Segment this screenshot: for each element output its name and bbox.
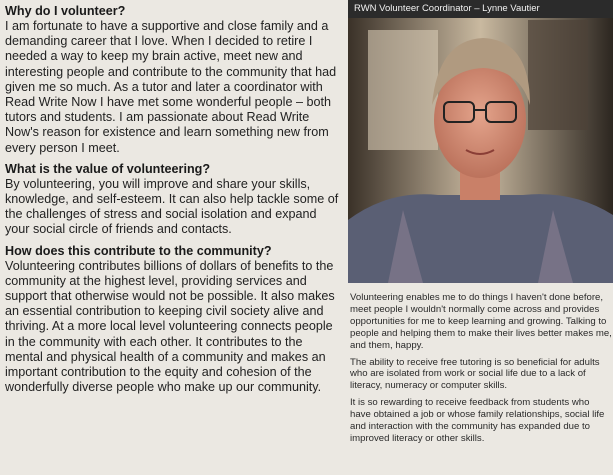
section-heading-value: What is the value of volunteering? [5,161,211,176]
portrait-photo [348,0,613,283]
photo-caption: RWN Volunteer Coordinator – Lynne Vautier [354,3,540,14]
quote-paragraph-1: Volunteering enables me to do things I haven't done before, meet people I wouldn't normally come across and provides opportunities for me to keep learning and growing. Talking to people and helping them to make their lives better makes me, and them, happy. [350,292,612,351]
section-heading-why: Why do I volunteer? [5,4,126,18]
quote-paragraph-3: It is so rewarding to receive feedback from students who have obtained a job or whose family relationships, social life and interaction with the community has expanded due to improved literacy or other skills. [350,397,605,444]
article-left-column [5,4,339,401]
section-body-value: By volunteering, you will improve and share your skills, knowledge, and self-esteem. It can also help tackle some of the challenges of stress and social isolation and expand your social circle of friends and contacts. [5,176,339,237]
quote-text [350,292,612,450]
quote-paragraph-2: The ability to receive free tutoring is so beneficial for adults who are isolated from work or social life due to a lack of literacy, numeracy or computer skills. [350,356,600,392]
portrait-illustration [348,0,613,283]
section-body-why: I am fortunate to have a supportive and close family and a demanding career that I love. When I decided to retire I needed a way to keep my brain active, meet new and interesting people and contribute to the community that had given me so much. As a tutor and later a coordinator with Read Write Now I have met some wonderful people – both tutors and students. I am passionate about Read Write Now's reason for existence and learn something new from every person I meet. [5,19,337,155]
article-right-column [348,0,613,475]
section-heading-community: How does this contribute to the community? [5,243,272,258]
section-body-community: Volunteering contributes billions of dollars of benefits to the community at the highest level, providing services and support that otherwise would not be possible. It also makes an essential contribution to keeping civil society alive and thriving. At a more local level volunteering connects people in the community with each other. It contributes to the mental and physical health of a community and makes an important contribution to the equity and cohesion of the wonderfully diverse people who make up our community. [5,258,335,395]
